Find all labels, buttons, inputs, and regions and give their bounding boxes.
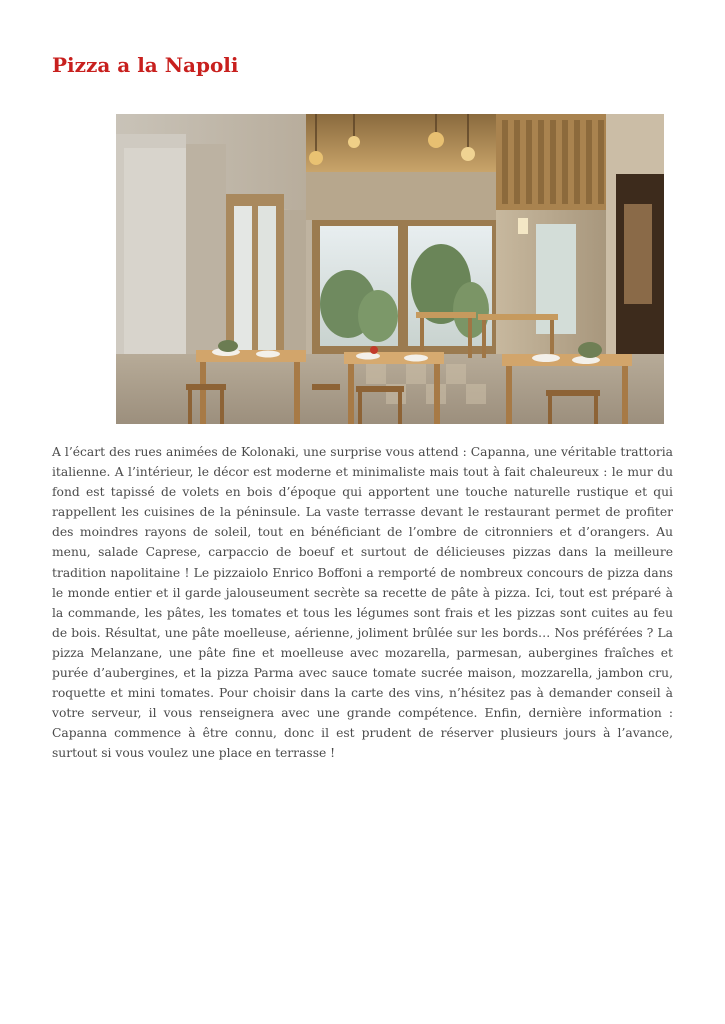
restaurant-interior-photo (116, 114, 664, 424)
article-title: Pizza a la Napoli (52, 53, 239, 77)
article-body: A l’écart des rues animées de Kolonaki, une surprise vous attend : Capanna, une véritable trattoria italienne. A l’intérieur, le décor est moderne et minimaliste mais tout à fait chaleureux : le mur du fond est tapissé de volets en bois d’époque qui apportent une touche naturelle rustique et qui rappellent les cuisines de la péninsule. La vaste terrasse devant le restaurant permet de profiter des moindres rayons de soleil, tout en bénéficiant de l’ombre de citronniers et d’orangers. Au menu, salade Caprese, carpaccio de boeuf et surtout de délicieuses pizzas dans la meilleure tradition napolitaine ! Le pizzaiolo Enrico Boffoni a remporté de nombreux concours de pizza dans le monde entier et il garde jalouseument secrète sa recette de pâte à pizza. Ici, tout est préparé à la commande, les pâtes, les tomates et tous les légumes sont frais et les pizzas sont cuites au feu de bois. Résultat, une pâte moelleuse, aérienne, joliment brûlée sur les bords… Nos préférées ? La pizza Melanzane, une pâte fine et moelleuse avec mozarella, parmesan, aubergines fraîches et purée d’aubergines, et la pizza Parma avec sauce tomate sucrée maison, mozzarella, jambon cru, roquette et mini tomates. Pour choisir dans la carte des vins, n’hésitez pas à demander conseil à votre serveur, il vous renseignera avec une grande compétence. Enfin, dernière information : Capanna commence à être connu, donc il est prudent de réserver plusieurs jours à l’avance, surtout si vous voulez une place en terrasse ! (52, 445, 673, 761)
